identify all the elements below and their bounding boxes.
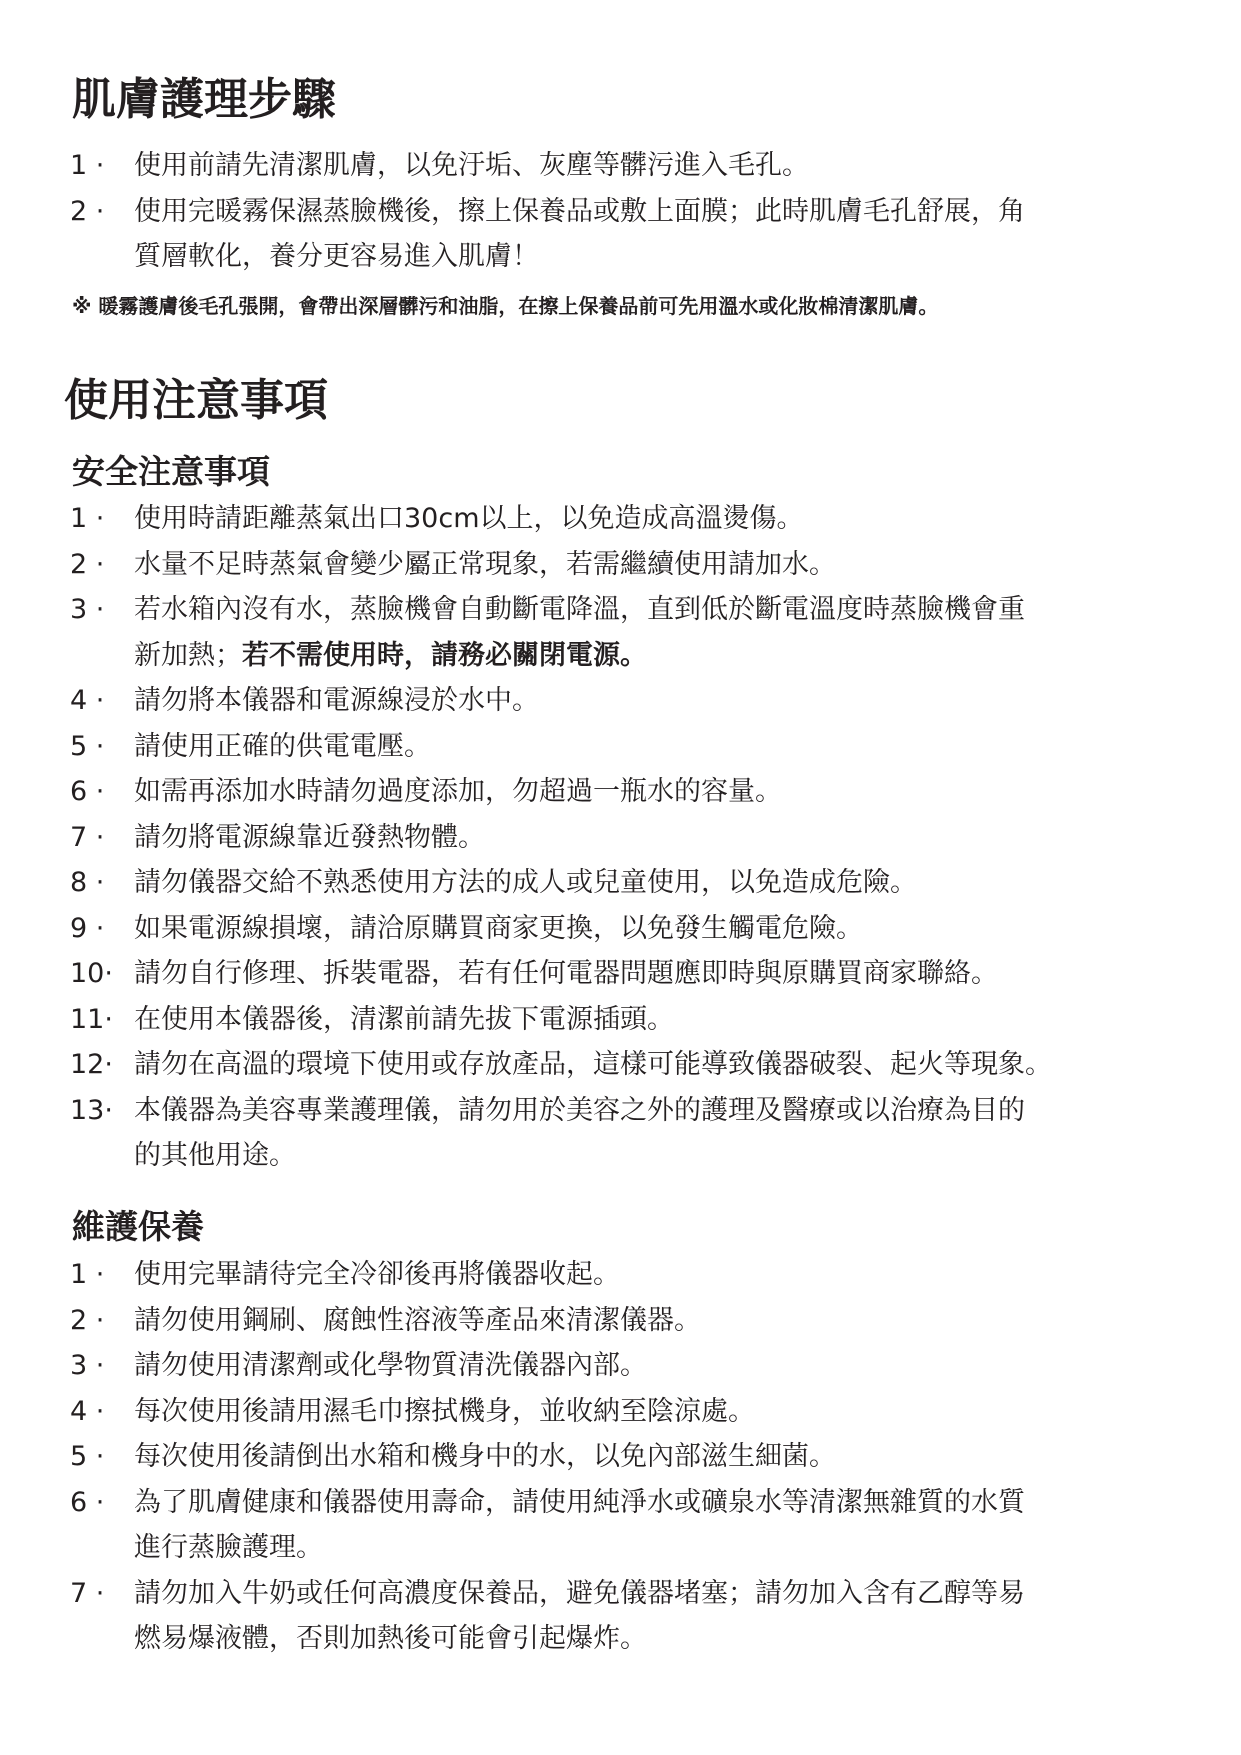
- item-text: 請勿加入牛奶或任何高濃度保養品，避免儀器堵塞；請勿加入含有乙醇等易: [134, 1577, 1025, 1609]
- item-number: 13·: [70, 1094, 113, 1126]
- item-text: 請勿自行修理、拆裝電器，若有任何電器問題應即時與原購買商家聯絡。: [134, 958, 998, 989]
- precautions-title: 使用注意事項: [64, 375, 328, 426]
- list-item: [70, 906, 1052, 952]
- item-text-segment: 新加熱；: [134, 639, 242, 671]
- item-text: 的其他用途。: [134, 1140, 296, 1171]
- list-item: [70, 1298, 1025, 1344]
- list-item: [70, 1252, 1025, 1298]
- list-item: [70, 587, 1052, 678]
- item-text: 請勿儀器交給不熟悉使用方法的成人或兒童使用，以免造成危險。: [134, 867, 917, 898]
- item-text: 為了肌膚健康和儀器使用壽命，請使用純淨水或礦泉水等清潔無雜質的水質: [134, 1486, 1025, 1518]
- item-number: 10·: [70, 958, 113, 989]
- list-item: [70, 1480, 1025, 1571]
- list-item: [70, 678, 1052, 724]
- list-item: [70, 1571, 1025, 1662]
- item-text: 燃易爆液體，否則加熱後可能會引起爆炸。: [134, 1623, 647, 1654]
- item-text: 使用完暖霧保濕蒸臉機後，擦上保養品或敷上面膜；此時肌膚毛孔舒展，角: [134, 195, 1025, 227]
- list-item: [70, 951, 1052, 997]
- item-text: 如果電源線損壞，請洽原購買商家更換，以免發生觸電危險。: [134, 912, 863, 944]
- item-number: 5 ·: [70, 1441, 105, 1472]
- list-item: [70, 1434, 1025, 1480]
- list-item: [70, 542, 1052, 588]
- item-text: 請勿使用鋼刷、腐蝕性溶液等產品來清潔儀器。: [134, 1304, 701, 1336]
- item-number: 2 ·: [70, 548, 105, 580]
- safety-list: [70, 496, 1052, 1179]
- item-text: 使用時請距離蒸氣出口30cm以上，以免造成高溫燙傷。: [134, 503, 804, 534]
- item-number: 7 ·: [70, 1577, 105, 1609]
- warning-emphasis: 若不需使用時，請務必關閉電源。: [242, 639, 647, 671]
- list-item: [70, 143, 1025, 189]
- item-number: 3 ·: [70, 594, 105, 625]
- skin-care-steps-title: 肌膚護理步驟: [72, 74, 336, 125]
- item-number: 3 ·: [70, 1350, 105, 1381]
- item-number: 2 ·: [70, 195, 105, 227]
- item-number: 4 ·: [70, 1395, 105, 1427]
- list-item: [70, 1343, 1025, 1389]
- item-text: 進行蒸臉護理。: [134, 1532, 323, 1563]
- item-text: 如需再添加水時請勿過度添加，勿超過一瓶水的容量。: [134, 776, 782, 807]
- item-number: 6 ·: [70, 776, 105, 807]
- item-text: 質層軟化，養分更容易進入肌膚！: [134, 241, 539, 272]
- item-text: 每次使用後請倒出水箱和機身中的水，以免內部滋生細菌。: [134, 1441, 836, 1472]
- maintenance-list: [70, 1252, 1025, 1662]
- item-number: 7 ·: [70, 821, 105, 853]
- list-item: [70, 496, 1052, 542]
- item-number: 2 ·: [70, 1304, 105, 1336]
- item-number: 1 ·: [70, 1259, 105, 1290]
- item-text: 在使用本儀器後，清潔前請先拔下電源插頭。: [134, 1003, 674, 1035]
- item-number: 12·: [70, 1049, 113, 1080]
- item-text: 水量不足時蒸氣會變少屬正常現象，若需繼續使用請加水。: [134, 548, 836, 580]
- item-number: 4 ·: [70, 685, 105, 716]
- skin-care-note: ※ 暖霧護膚後毛孔張開，會帶出深層髒污和油脂，在擦上保養品前可先用溫水或化妝棉清潔肌膚。: [72, 294, 939, 318]
- list-item: [70, 1389, 1025, 1435]
- list-item: [70, 997, 1052, 1043]
- item-text: 每次使用後請用濕毛巾擦拭機身，並收納至陰涼處。: [134, 1395, 755, 1427]
- maintenance-section-title: 維護保養: [72, 1207, 204, 1246]
- item-number: 1 ·: [70, 503, 105, 534]
- item-text: 使用前請先清潔肌膚，以免汙垢、灰塵等髒污進入毛孔。: [134, 150, 809, 181]
- item-text: 請勿使用清潔劑或化學物質清洗儀器內部。: [134, 1350, 647, 1381]
- safety-section-title: 安全注意事項: [72, 452, 270, 491]
- list-item: [70, 769, 1052, 815]
- list-item: [70, 1042, 1052, 1088]
- item-text: 使用完畢請待完全冷卻後再將儀器收起。: [134, 1259, 620, 1290]
- item-number: 9 ·: [70, 912, 105, 944]
- item-text: 請勿將本儀器和電源線浸於水中。: [134, 685, 539, 716]
- list-item: [70, 860, 1052, 906]
- item-text: 請勿將電源線靠近發熱物體。: [134, 821, 485, 853]
- item-text: [134, 633, 1052, 679]
- item-text: 請使用正確的供電電壓。: [134, 730, 431, 762]
- item-number: 11·: [70, 1003, 113, 1035]
- list-item: [70, 1088, 1052, 1179]
- item-text: 若水箱內沒有水，蒸臉機會自動斷電降溫，直到低於斷電溫度時蒸臉機會重: [134, 594, 1025, 625]
- item-number: 5 ·: [70, 730, 105, 762]
- item-number: 8 ·: [70, 867, 105, 898]
- list-item: [70, 815, 1052, 861]
- list-item: [70, 189, 1025, 280]
- skin-care-steps-list: [70, 143, 1025, 280]
- list-item: [70, 724, 1052, 770]
- item-number: 1 ·: [70, 150, 105, 181]
- item-number: 6 ·: [70, 1486, 105, 1518]
- item-text: 請勿在高溫的環境下使用或存放產品，這樣可能導致儀器破裂、起火等現象。: [134, 1049, 1052, 1080]
- item-text: 本儀器為美容專業護理儀，請勿用於美容之外的護理及醫療或以治療為目的: [134, 1094, 1025, 1126]
